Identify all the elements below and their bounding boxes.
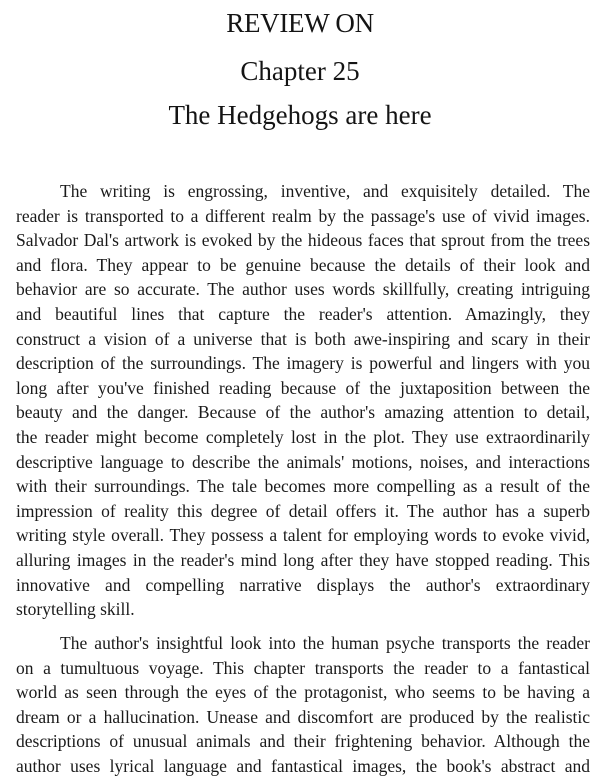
paragraph-line: description of the surroundings. The imagery is powerful and lingers with you [16,353,590,374]
paragraph-line: Salvador Dal's artwork is evoked by the hideous faces that sprout from the trees [16,230,590,251]
paragraph-line: and beautiful lines that capture the reader's attention. Amazingly, they [16,303,590,324]
paragraph-line: with their surroundings. The tale becomes more compelling as a result of the [16,476,590,497]
paragraph-line: descriptions of unusual animals and their frightening behavior. Although the [16,731,590,752]
paragraph-2 [16,631,590,779]
paragraph-line: beauty and the danger. Because of the author's amazing attention to detail, [16,402,590,423]
paragraph-line: The author's insightful look into the human psyche transports the reader [60,633,590,653]
paragraph-line: world as seen through the eyes of the protagonist, who seems to be having a [16,682,590,703]
paragraph-line: innovative and compelling narrative displays the author's extraordinary [16,574,590,595]
chapter-title: The Hedgehogs are here [168,100,432,130]
paragraph-line: reader is transported to a different realm by the passage's use of vivid images. [16,205,590,226]
paragraph-line: the reader might become completely lost in the plot. They use extraordinarily [16,426,590,447]
paragraph-line: on a tumultuous voyage. This chapter transports the reader to a fantastical [16,657,590,678]
paragraph-line: writing style overall. They possess a talent for employing words to evoke vivid, [16,525,590,546]
paragraph-1 [16,179,590,622]
paragraph-line: alluring images in the reader's mind long after they have stopped reading. This [16,549,590,570]
paragraph-line: descriptive language to describe the animals' motions, noises, and interactions [16,451,590,472]
paragraph-line: impression of reality this degree of detail offers it. The author has a superb [16,500,590,521]
paragraph-line: and flora. They appear to be genuine because the details of their look and [16,254,590,275]
paragraph-line: behavior are so accurate. The author uses words skillfully, creating intriguing [16,279,590,300]
paragraph-line: storytelling skill. [16,599,135,620]
paragraph-line: long after you've finished reading because of the juxtaposition between the [16,377,590,398]
review-heading: REVIEW ON [226,8,374,38]
chapter-heading: Chapter 25 [240,56,360,86]
paragraph-line: author uses lyrical language and fantastical images, the book's abstract and [16,755,590,776]
paragraph-line: dream or a hallucination. Unease and discomfort are produced by the realistic [16,706,590,727]
paragraph-line: construct a vision of a universe that is both awe-inspiring and scary in their [16,328,590,349]
paragraph-line: The writing is engrossing, inventive, and exquisitely detailed. The [60,181,590,201]
